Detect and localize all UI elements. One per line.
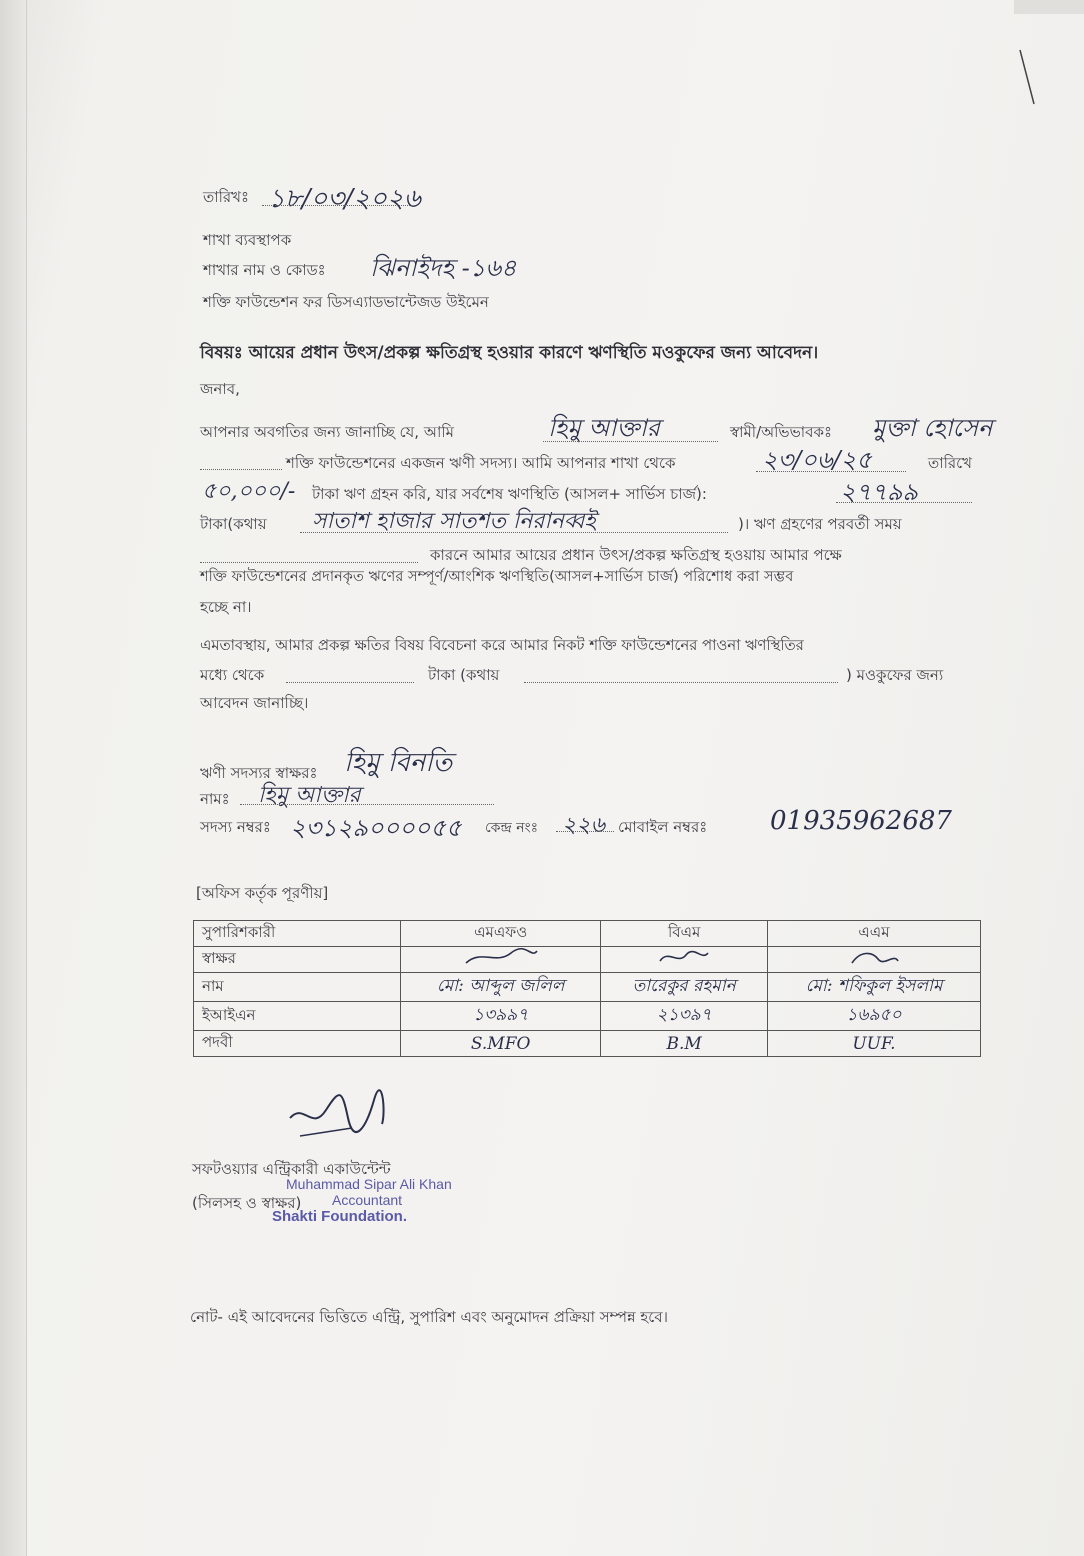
background-corner [1014, 0, 1084, 14]
p1-lead-dots [200, 468, 282, 470]
member-name-label: নামঃ [200, 790, 230, 808]
balance-handwritten: ২৭৭৯৯ [840, 478, 918, 506]
row-label: স্বাক্ষর [194, 947, 401, 973]
reason-dotline [200, 561, 418, 563]
guardian-handwritten: মুক্তা হোসেন [872, 414, 993, 442]
designation-mfo: S.MFO [401, 1031, 601, 1057]
date-value: ১৮/০৩/২০২৬ [268, 184, 421, 214]
accountant-signature [282, 1088, 392, 1146]
pen-mark [1016, 46, 1040, 110]
p1-text-h: কারনে আমার আয়ের প্রধান উৎস/প্রকল্প ক্ষতিগ্রস্থ হওয়ায় আমার পক্ষে [430, 546, 842, 564]
p1-text-b: স্বামী/অভিভাবকঃ [730, 423, 832, 441]
p2-amount-dotline [286, 681, 414, 683]
cell-mfo: এমএফও [401, 921, 601, 947]
ein-am: ১৬৯৫০ [767, 1002, 980, 1031]
stamp-name: Muhammad Sipar Ali Khan [286, 1176, 452, 1192]
table-row [194, 973, 981, 1002]
signature-bm [601, 947, 768, 973]
designation-am: UUF. [767, 1031, 980, 1057]
name-mfo: মো: আব্দুল জলিল [401, 973, 601, 1002]
signature-scribble [461, 947, 541, 967]
p1-text-g: )। ঋণ গ্রহণের পরবর্তী সময় [738, 515, 902, 533]
p2-words-dotline [524, 681, 838, 683]
table-row [194, 1031, 981, 1057]
p1-text-a: আপনার অবগতির জন্য জানাচ্ছি যে, আমি [200, 423, 454, 441]
member-signature: হিমু বিনতি [344, 748, 453, 778]
p2-text-e: আবেদন জানাচ্ছি। [200, 694, 309, 712]
accountant-seal-note: (সিলসহ ও স্বাক্ষর) [192, 1194, 302, 1212]
salutation: জনাব, [200, 380, 240, 398]
footer-note: নোট- এই আবেদনের ভিত্তিতে এন্ট্রি, সুপারিশ এবং অনুমোদন প্রক্রিয়া সম্পন্ন হবে। [190, 1308, 668, 1326]
subject: বিষয়ঃ আয়ের প্রধান উৎস/প্রকল্প ক্ষতিগ্রস্থ হওয়ার কারণে ঋণস্থিতি মওকুফের জন্য আবেদন। [200, 343, 819, 363]
stamp-org: Shakti Foundation. [272, 1208, 407, 1225]
name-bm: তারেকুর রহমান [601, 973, 768, 1002]
p2-text-c: টাকা (কথায় [428, 666, 500, 684]
signature-scribble [654, 947, 714, 967]
signature-scribble [844, 947, 904, 967]
loan-amount-handwritten: ৫০,০০০/- [202, 479, 296, 504]
member-name-hand: হিমু আক্তার [258, 783, 361, 808]
p1-text-i: শক্তি ফাউন্ডেশনের প্রদানকৃত ঋণের সম্পূর্ণ/আংশিক ঋণস্থিতি(আসল+সার্ভিস চার্জ) পরিশোধ করা সম্ভব [200, 568, 794, 585]
cell-am: এএম [767, 921, 980, 947]
branch-value: ঝিনাইদহ -১৬৪ [370, 254, 517, 282]
row-label: ইআইএন [194, 1002, 401, 1031]
row-label: নাম [194, 973, 401, 1002]
branch-label: শাখার নাম ও কোডঃ [203, 261, 326, 279]
center-label: কেন্দ্র নংঃ [485, 820, 539, 836]
mobile-label: মোবাইল নম্বরঃ [618, 818, 708, 836]
loan-date-dotline [756, 470, 906, 472]
stamp-title: Accountant [332, 1192, 403, 1208]
p1-text-j: হচ্ছে না। [200, 598, 252, 616]
amount-words-handwritten: সাতাশ হাজার সাতশত নিরানব্বই [312, 509, 596, 534]
member-signature-label: ঋণী সদস্যর স্বাক্ষরঃ [200, 764, 318, 782]
row-label: পদবী [194, 1031, 401, 1057]
office-table [193, 920, 981, 1057]
signature-am [767, 947, 980, 973]
p1-text-d: তারিখে [928, 454, 973, 472]
ein-bm: ২১৩৯৭ [601, 1002, 768, 1031]
name-am: মো: শফিকুল ইসলাম [767, 973, 980, 1002]
adjacent-page-edge [0, 0, 27, 1556]
p1-text-c: শক্তি ফাউন্ডেশনের একজন ঋণী সদস্য। আমি আপনার শাখা থেকে [286, 454, 676, 472]
center-no-hand: ২২৬ [562, 813, 605, 838]
member-name-handwritten: হিমু আক্তার [548, 414, 660, 442]
table-row [194, 921, 981, 947]
name-dotline [543, 440, 718, 442]
date-label: তারিখঃ [203, 188, 249, 206]
member-no-label: সদস্য নম্বরঃ [200, 818, 271, 836]
p1-text-f: টাকা(কথায় [200, 515, 267, 533]
table-row [194, 1002, 981, 1031]
accountant-label: সফটওয়্যার এন্ট্রিকারী একাউন্টেন্ট [192, 1160, 391, 1178]
words-dotline [300, 531, 728, 533]
table-row [194, 947, 981, 973]
manager-line: শাখা ব্যবস্থাপক [203, 231, 292, 249]
row-label: সুপারিশকারী [194, 921, 401, 947]
office-heading: [অফিস কর্তৃক পূরণীয়] [196, 884, 329, 902]
p2-text-a: এমতাবস্থায়, আমার প্রকল্প ক্ষতির বিষয় বিবেচনা করে আমার নিকট শক্তি ফাউন্ডেশনের পাওনা ঋণস্থিতির [200, 637, 804, 654]
member-no-hand: ২৩১২৯০০০০৫৫ [290, 814, 462, 842]
loan-date-handwritten: ২৩/০৬/২৫ [762, 446, 872, 474]
p1-text-e: টাকা ঋণ গ্রহন করি, যার সর্বশেষ ঋণস্থিতি (আসল+ সার্ভিস চার্জ): [312, 485, 707, 503]
balance-dotline [836, 501, 972, 503]
org-name: শক্তি ফাউন্ডেশন ফর ডিসএ্যাডভান্টেজড উইমেন [203, 293, 489, 311]
mobile-no-hand: 01935962687 [770, 806, 952, 836]
cell-bm: বিএম [601, 921, 768, 947]
date-dotline [262, 204, 412, 206]
center-dotline [556, 830, 614, 832]
ein-mfo: ১৩৯৯৭ [401, 1002, 601, 1031]
member-name-dotline [240, 803, 494, 805]
signature-mfo [401, 947, 601, 973]
p2-text-d: ) মওকুফের জন্য [846, 666, 944, 684]
p2-text-b: মধ্যে থেকে [200, 666, 265, 684]
designation-bm: B.M [601, 1031, 768, 1057]
